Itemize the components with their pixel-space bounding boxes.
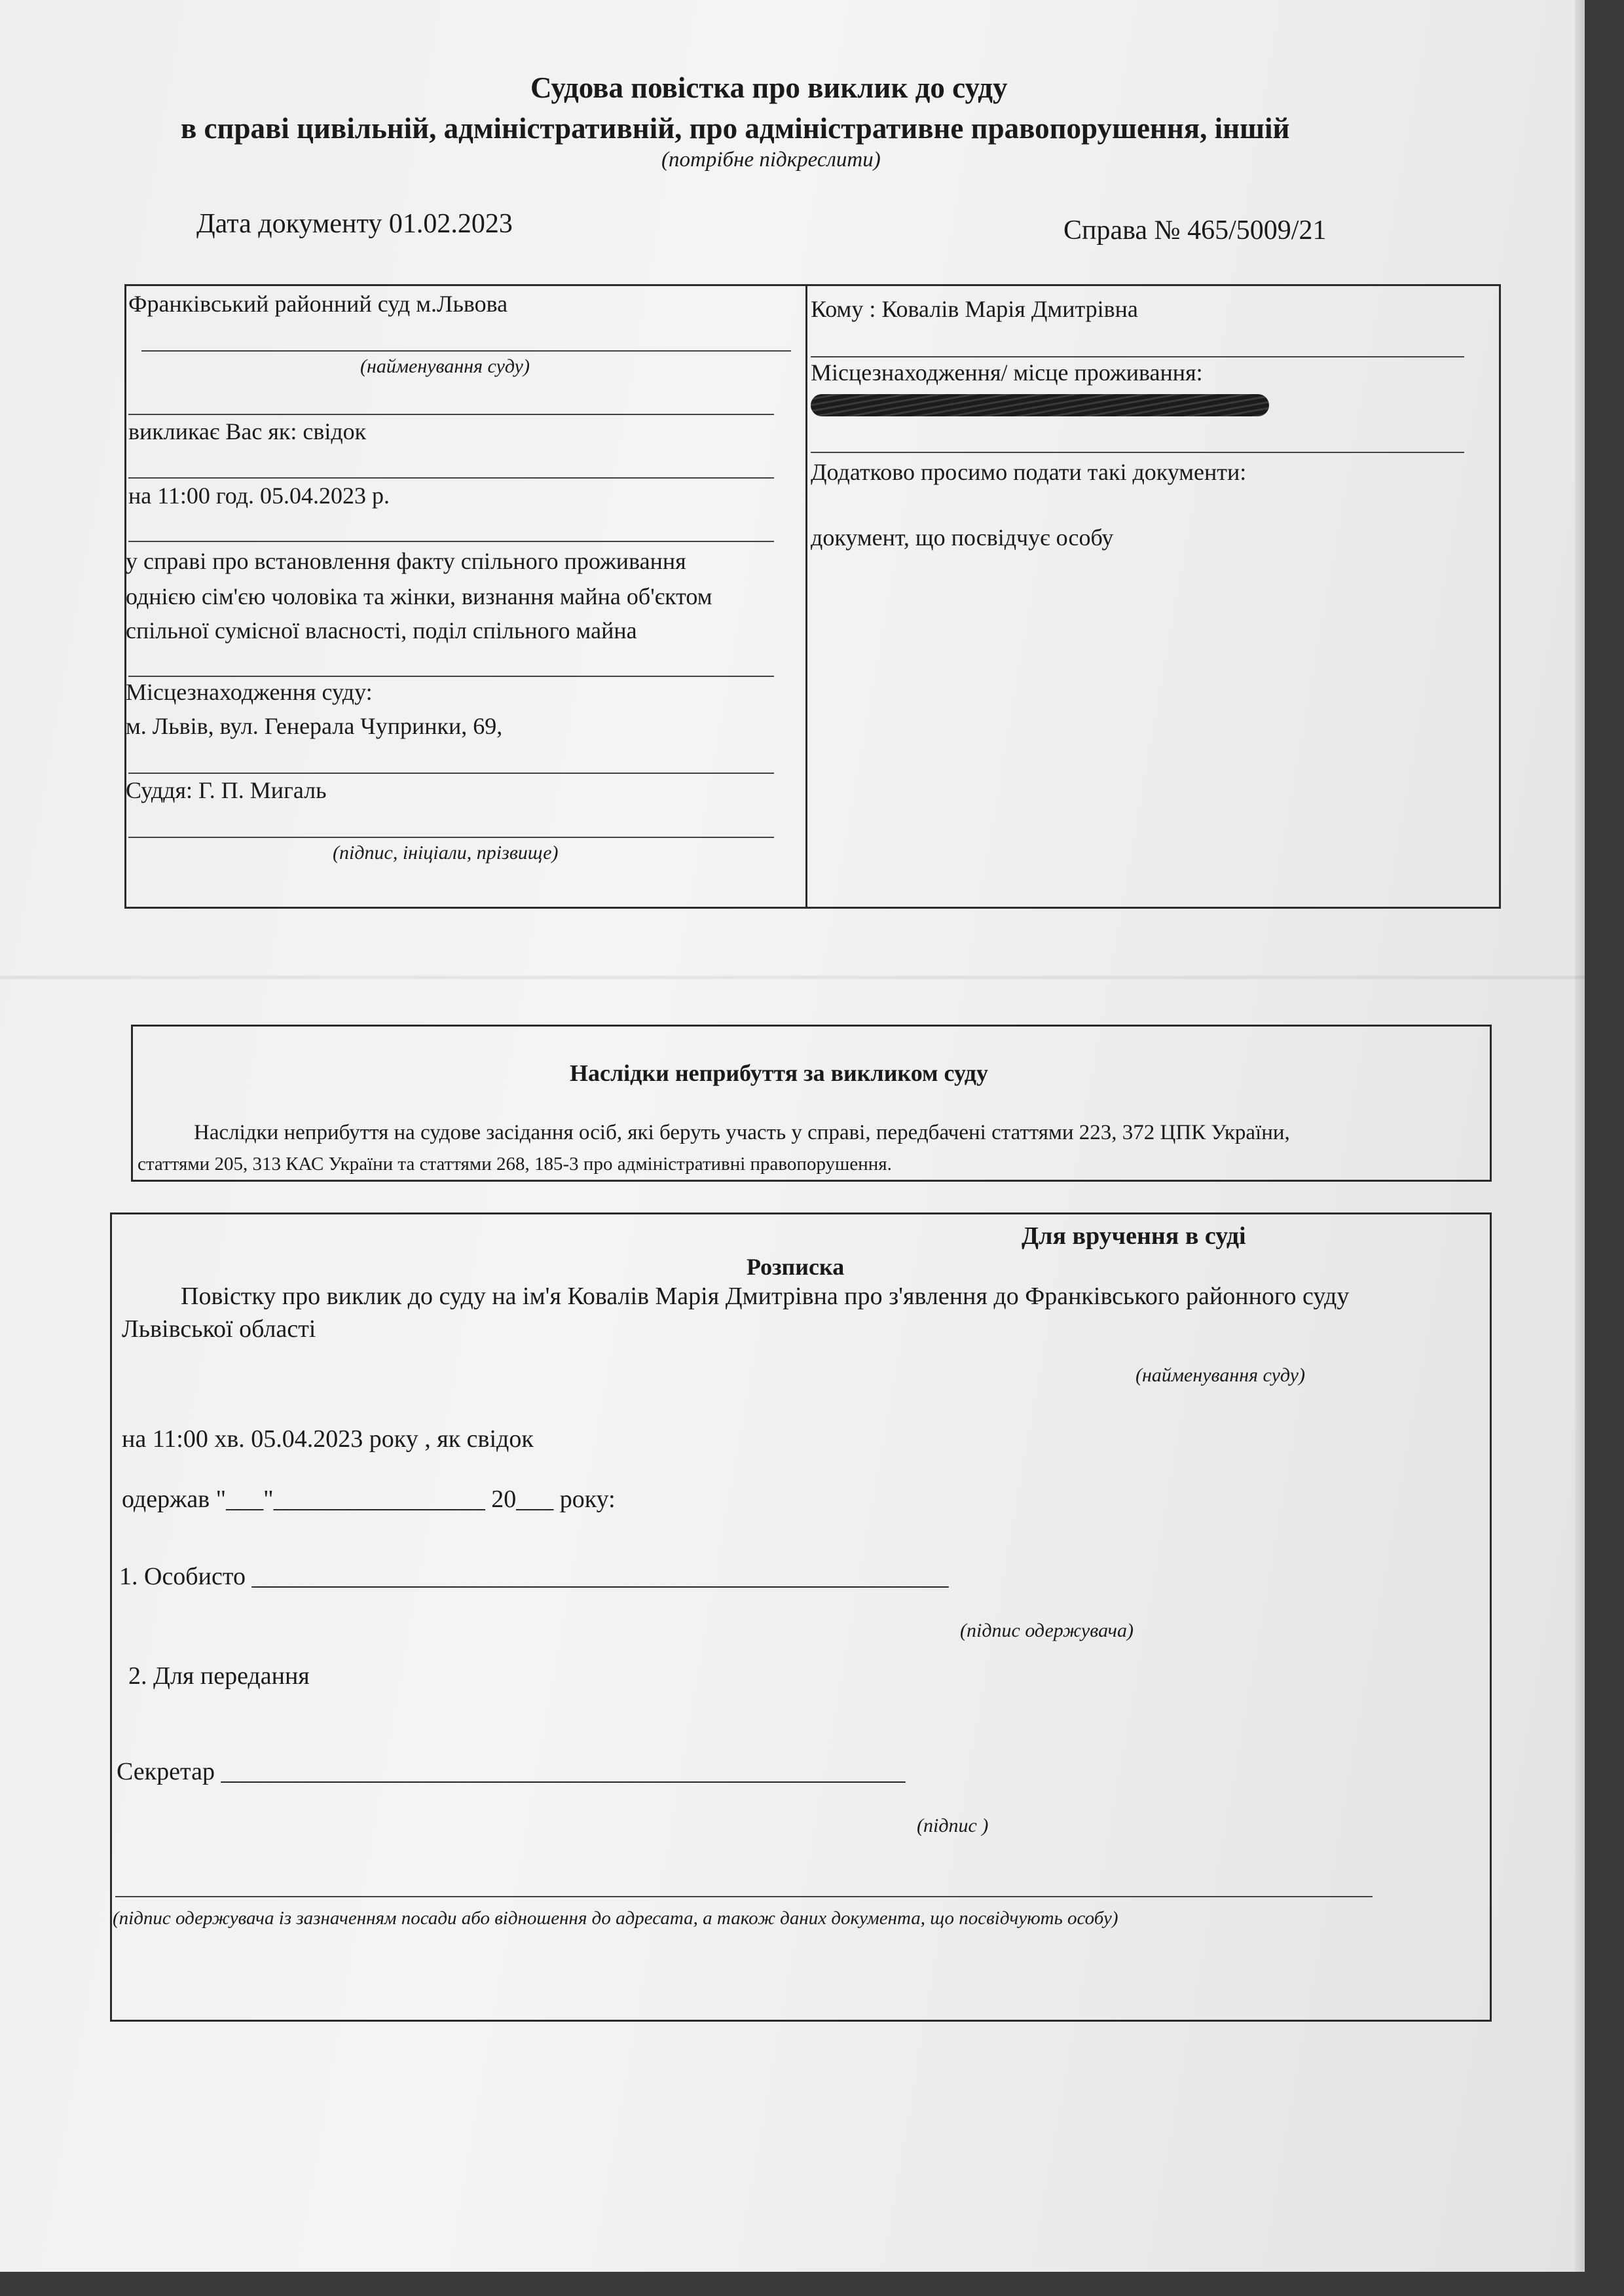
paper-fold-middle	[0, 975, 1585, 979]
underline-note: (потрібне підкреслити)	[661, 148, 881, 172]
document-title: Судова повістка про виклик до суду	[530, 71, 1008, 104]
court-location-label: Місцезнаходження суду:	[126, 679, 373, 705]
summoned-as: викликає Вас як: свідок	[128, 418, 367, 445]
secretary-signature-caption: (підпис )	[917, 1815, 989, 1836]
receipt-for-transfer: 2. Для передання	[128, 1662, 310, 1690]
consequences-text-line-2: статтями 205, 313 КАС України та статтями 268, 185-3 про адміністративні правопорушення.	[138, 1154, 892, 1175]
receipt-title: Розписка	[747, 1254, 845, 1280]
separator-line	[811, 452, 1464, 453]
judge-caption: (підпис, ініціали, прізвище)	[333, 842, 559, 864]
consequences-title: Наслідки неприбуття за викликом суду	[570, 1060, 988, 1086]
recipient-details-caption: (підпис одержувача із зазначенням посади або відношення до адресата, а також даних документа, що посвідчують особу)	[113, 1908, 1118, 1929]
case-description-line-1: у справі про встановлення факту спільного проживання	[126, 548, 686, 574]
case-description-line-3: спільної сумісної власності, поділ спільного майна	[126, 617, 637, 644]
receipt-date-received: одержав "___"_________________ 20___ року:	[122, 1485, 616, 1513]
separator-line	[128, 837, 774, 838]
court-name-caption: (найменування суду)	[360, 355, 530, 377]
documents-value: документ, що посвідчує особу	[811, 524, 1114, 551]
receipt-text-line-2: Львівської області	[122, 1315, 316, 1343]
separator-line	[128, 477, 774, 479]
addressee: Кому : Ковалів Марія Дмитрівна	[811, 296, 1138, 322]
court-location-value: м. Львів, вул. Генерала Чупринки, 69,	[126, 713, 503, 739]
paper-fold-right	[1575, 0, 1585, 2272]
document-subtitle: в справі цивільній, адміністративній, про адміністративне правопорушення, іншій	[181, 112, 1290, 145]
receipt-secretary: Секретар _______________________________________________________	[117, 1758, 906, 1785]
court-name-line	[141, 350, 791, 352]
case-number: Справа № 465/5009/21	[1063, 215, 1327, 246]
separator-line	[811, 356, 1464, 357]
separator-line	[128, 773, 774, 774]
judge-name: Суддя: Г. П. Мигаль	[126, 777, 327, 803]
separator-line	[128, 676, 774, 677]
for-court-delivery: Для вручення в суді	[1022, 1222, 1246, 1250]
hearing-time: на 11:00 год. 05.04.2023 р.	[128, 483, 390, 509]
column-divider	[805, 284, 807, 909]
document-date: Дата документу 01.02.2023	[196, 209, 513, 239]
redacted-address	[811, 394, 1269, 416]
receipt-personally: 1. Особисто ________________________________________________________	[119, 1563, 949, 1590]
documents-label: Додатково просимо подати такі документи:	[811, 459, 1247, 485]
recipient-details-line	[115, 1896, 1373, 1897]
receipt-hearing-time: на 11:00 хв. 05.04.2023 року , як свідок	[122, 1425, 534, 1453]
separator-line	[128, 414, 774, 415]
receipt-text-line-1: Повістку про виклик до суду на ім'я Ковалів Марія Дмитрівна про з'явлення до Франківського районного суду	[181, 1283, 1350, 1310]
separator-line	[128, 541, 774, 542]
receipt-court-caption: (найменування суду)	[1135, 1364, 1305, 1386]
consequences-text-line-1: Наслідки неприбуття на судове засідання осіб, які беруть участь у справі, передбачені статтями 223, 372 ЦПК України,	[194, 1121, 1290, 1144]
court-name: Франківський районний суд м.Львова	[128, 291, 508, 317]
case-description-line-2: однією сім'єю чоловіка та жінки, визнання майна об'єктом	[126, 583, 712, 610]
address-label: Місцезнаходження/ місце проживання:	[811, 359, 1203, 386]
receipt-box	[110, 1212, 1492, 2022]
recipient-signature-caption: (підпис одержувача)	[960, 1620, 1134, 1641]
